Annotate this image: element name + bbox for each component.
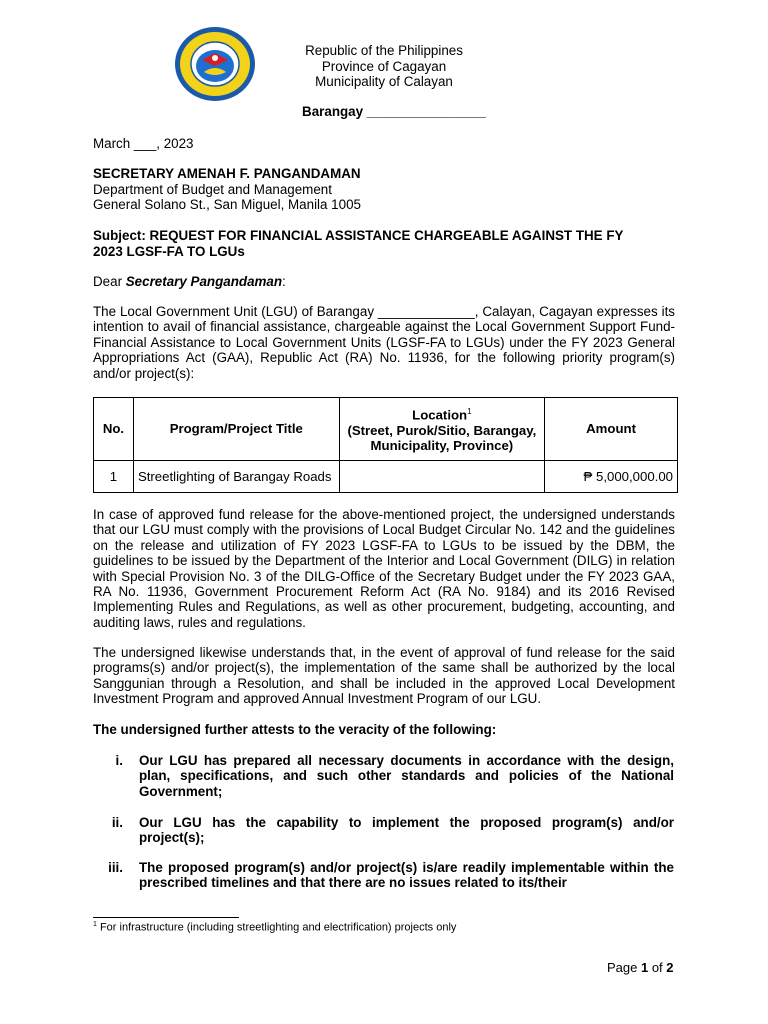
cell-location [339, 461, 545, 493]
implementation-paragraph: The undersigned likewise understands that, in the event of approval of fund release for the said programs(s) and/or project(s), the implementation of the same shall be authorized by the local Sanggunian through a Resolution, and shall be included in the approved Local Development Investment Program and approved Annual Investment Program of our LGU. [93, 645, 675, 707]
table-header-row [94, 398, 678, 461]
cell-title: Streetlighting of Barangay Roads [133, 461, 339, 493]
col-header-no: No. [94, 398, 134, 461]
col-header-location: Location$^1$ (Street, Purok/Sitio, Barangay, Municipality, Province) [339, 398, 545, 461]
letter-date: March ___, 2023 [93, 136, 194, 151]
cell-no: 1 [94, 461, 134, 493]
footnote-ref: 1 [467, 407, 472, 417]
addressee-name: SECRETARY AMENAH F. PANGANDAMAN [93, 166, 361, 181]
attest-heading: The undersigned further attests to the veracity of the following: [93, 722, 497, 737]
item-text: The proposed program(s) and/or project(s) is/are readily implementable within the prescribed timelines and that there are no issues related to its/their [139, 860, 674, 891]
footnote: $^1$ For infrastructure (including streetlighting and electrification) projects only [93, 921, 457, 934]
addressee-address: General Solano St., San Miguel, Manila 1005 [93, 197, 361, 212]
table-row [94, 461, 678, 493]
addressee-office: Department of Budget and Management [93, 181, 332, 197]
col-header-amount: Amount [545, 398, 678, 461]
projects-table [93, 397, 678, 493]
item-number: iii. [108, 860, 123, 875]
salutation-name: Secretary Pangandaman [125, 274, 283, 289]
col-header-title: Program/Project Title [133, 398, 339, 461]
item-text: Our LGU has prepared all necessary documents in accordance with the design, plan, specifications, and such other standards and policies of the National Government; [139, 753, 674, 799]
intro-paragraph: The Local Government Unit (LGU) of Barangay _____________, Calayan, Cagayan expresses its intention to avail of financial assistance, chargeable against the Local Government Support Fund-Financial Assistance to Local Government Units (LGSF-FA to LGUs) under the FY 2023 General Appropriations Act (GAA), Republic Act (RA) No. 11936, for the following priority program(s) and/or project(s): [93, 304, 675, 381]
subject-line-1: Subject: REQUEST FOR FINANCIAL ASSISTANCE CHARGEABLE AGAINST THE FY [93, 228, 624, 243]
footnote-divider [93, 917, 239, 918]
page-number: Page 1 of 2 [607, 960, 674, 975]
header-municipality: Municipality of Calayan [315, 74, 453, 89]
cell-amount: ₱ 5,000,000.00 [545, 461, 678, 493]
item-number: i. [115, 753, 123, 768]
item-number: ii. [111, 815, 123, 830]
header-province: Province of Cagayan [321, 58, 447, 74]
subject-line-2: 2023 LGSF-FA TO LGUs [93, 243, 245, 259]
salutation: Dear Secretary Pangandaman: [93, 274, 286, 289]
header-republic: Republic of the Philippines [305, 43, 463, 58]
header-barangay: Barangay ________________ [302, 104, 486, 119]
compliance-paragraph: In case of approved fund release for the above-mentioned project, the undersigned understands that our LGU must comply with the provisions of Local Budget Circular No. 142 and the guidelines on the release and utilization of FY 2023 LGSF-FA to LGUs to be issued by the DBM, the guidelines to be issued by the Department of the Interior and Local Government (DILG) in relation with Special Provision No. 3 of the DILG-Office of the Secretary Budget under the FY 2023 GAA, RA No. 11936, Government Procurement Reform Act (RA No. 9184) and its 2016 Revised Implementing Rules and Regulations, as well as other procurement, budgeting, accounting, and auditing laws, rules and regulations. [93, 507, 675, 630]
item-text: Our LGU has the capability to implement the proposed program(s) and/or project(s); [139, 815, 674, 846]
